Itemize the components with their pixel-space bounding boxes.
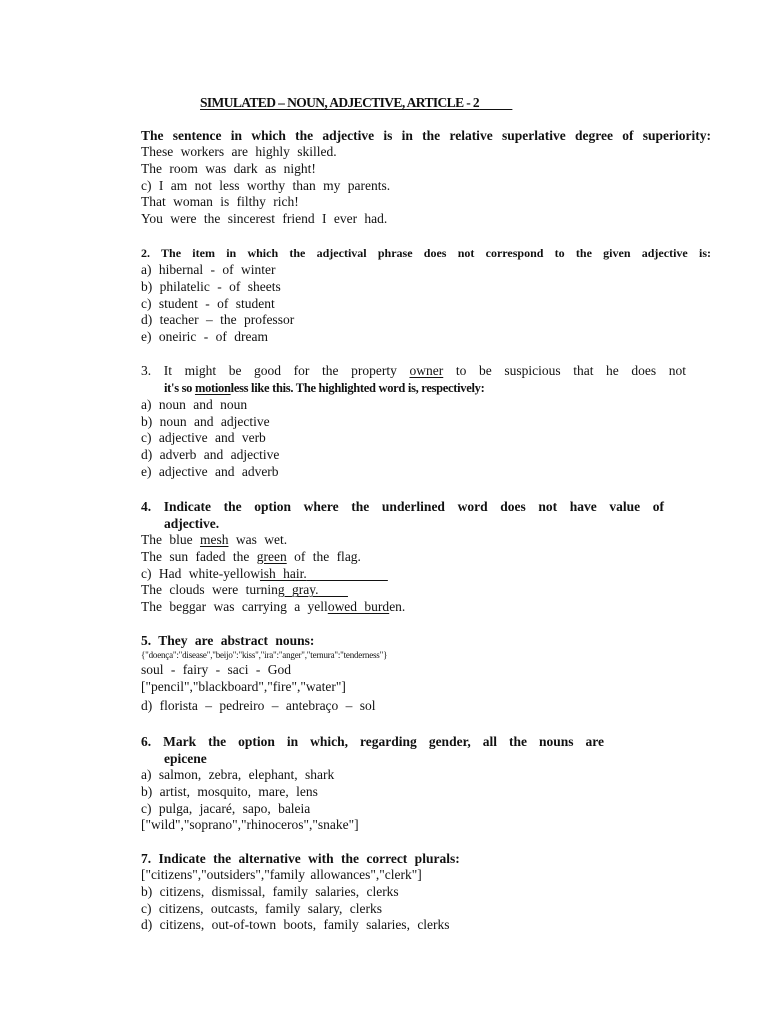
option: a) hibernal - of winter	[141, 262, 276, 277]
option: ["pencil","blackboard","fire","water"]	[141, 678, 346, 694]
question-2-stem: 2. The item in which the adjectival phrase does not correspond to the given adjective is:	[141, 246, 711, 260]
question-7-stem: 7. Indicate the alternative with the correct plurals:	[141, 851, 460, 866]
question-5	[141, 632, 711, 714]
option: The beggar was carrying a yellowed burden.	[141, 599, 406, 615]
option: soul - fairy - saci - God	[141, 662, 291, 677]
question-6-stem-continued: epicene	[164, 751, 207, 766]
option: d) teacher – the professor	[141, 312, 295, 328]
question-1	[141, 127, 711, 228]
option: d) citizens, out-of-town boots, family salaries, clerks	[141, 917, 450, 933]
option: b) philatelic - of sheets	[141, 278, 281, 294]
option: ["citizens","outsiders","family allowances","clerk"]	[141, 867, 422, 882]
option: e) adjective and adverb	[141, 463, 279, 479]
option: These workers are highly skilled.	[141, 144, 337, 159]
option: {"doença":"disease","beijo":"kiss","ira":"anger","ternura":"tenderness"}	[141, 650, 388, 660]
option: c) Had white-yellowish hair.	[141, 565, 307, 581]
underlined-word: owner	[409, 363, 444, 378]
underlined-word: motion	[194, 380, 231, 395]
question-5-stem: 5. They are abstract nouns:	[141, 633, 315, 648]
option: The blue mesh was wet.	[141, 532, 288, 547]
option: c) citizens, outcasts, family salary, clerks	[141, 900, 383, 916]
underlined-word: gray.	[291, 582, 319, 598]
question-4-stem-continued: adjective.	[164, 516, 220, 531]
question-3-stem: 3. It might be good for the property owner to be suspicious that he does not	[141, 363, 687, 378]
question-3-stem-continued: it's so motionless like this. The highlighted word is, respectively:	[164, 380, 485, 395]
option: a) noun and noun	[141, 396, 248, 412]
option: ["wild","soprano","rhinoceros","snake"]	[141, 817, 359, 833]
question-2	[141, 245, 711, 346]
option: The sun faded the green of the flag.	[141, 548, 361, 564]
option: a) salmon, zebra, elephant, shark	[141, 767, 335, 782]
page-title: SIMULATED – NOUN, ADJECTIVE, ARTICLE - 2	[200, 95, 480, 110]
question-1-stem: The sentence in which the adjective is in the relative superlative degree of superiority:	[141, 128, 711, 143]
underlined-word: mesh	[199, 532, 229, 547]
question-4-stem: 4. Indicate the option where the underlined word does not have value of	[141, 499, 664, 514]
underlined-word: ish hair.	[259, 565, 307, 581]
option: c) pulga, jacaré, sapo, baleia	[141, 800, 311, 816]
question-7	[141, 850, 711, 934]
underlined-word: green	[256, 548, 287, 564]
option: b) noun and adjective	[141, 413, 270, 429]
question-3	[141, 363, 686, 481]
option: c) I am not less worthy than my parents.	[141, 177, 391, 193]
option: That woman is filthy rich!	[141, 194, 299, 210]
option: c) adjective and verb	[141, 430, 266, 446]
question-6-stem: 6. Mark the option in which, regarding gender, all the nouns are	[141, 734, 604, 749]
option: b) artist, mosquito, mare, lens	[141, 783, 318, 799]
question-4	[141, 498, 664, 616]
option: b) citizens, dismissal, family salaries, clerks	[141, 883, 399, 899]
option: You were the sincerest friend I ever had.	[141, 211, 388, 227]
question-6	[141, 733, 604, 834]
underlined-word: owed burd	[327, 599, 390, 615]
option: d) adverb and adjective	[141, 447, 280, 463]
option: The room was dark as night!	[141, 160, 316, 176]
option: The clouds were turning gray.	[141, 582, 319, 598]
option: d) florista – pedreiro – antebraço – sol	[141, 697, 376, 713]
option: c) student - of student	[141, 295, 275, 311]
option: e) oneiric - of dream	[141, 329, 268, 345]
